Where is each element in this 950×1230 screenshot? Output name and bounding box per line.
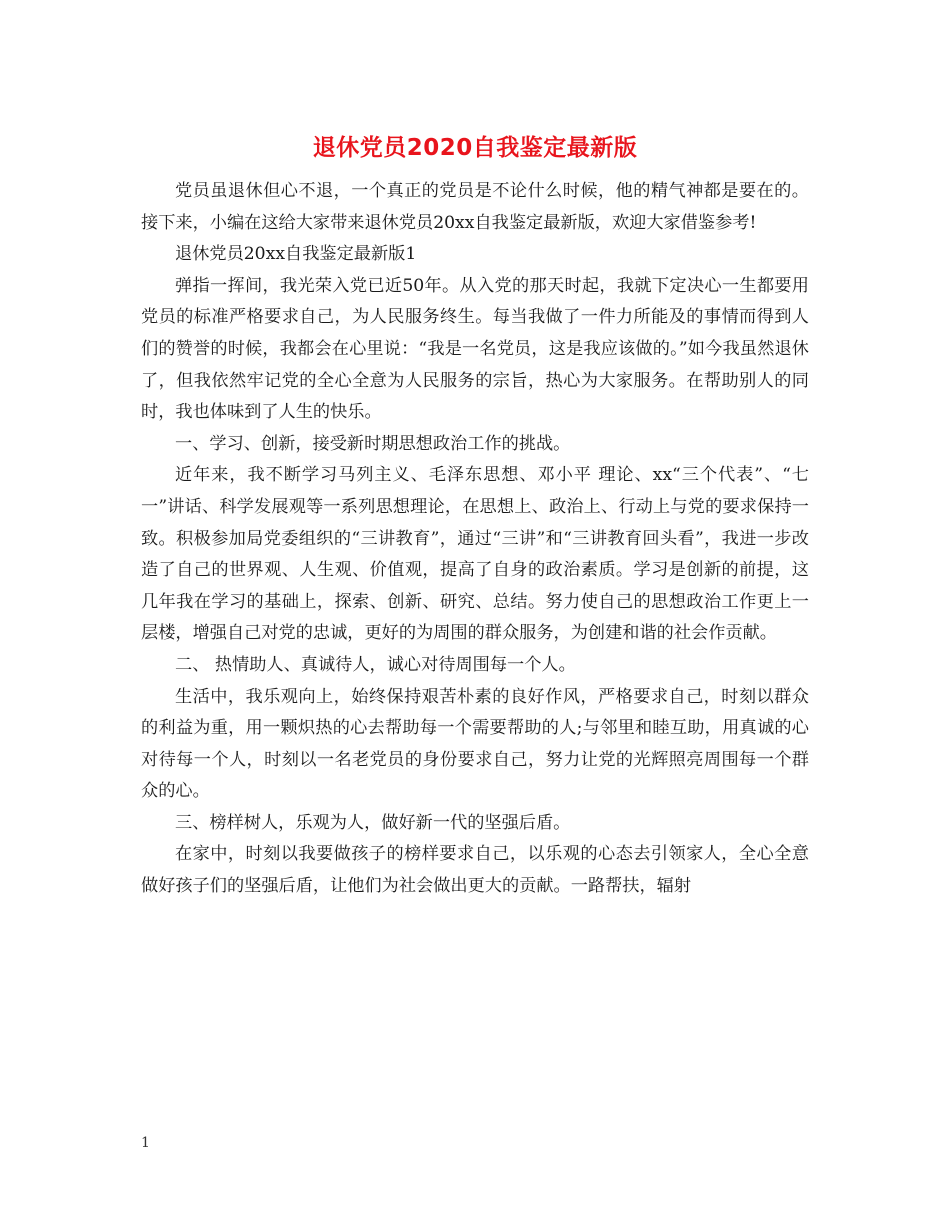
page-number: 1 xyxy=(141,1135,150,1151)
section-heading: 退休党员20xx自我鉴定最新版1 xyxy=(175,244,417,265)
subheading-3: 三、榜样树人，乐观为人，做好新一代的坚强后盾。 xyxy=(175,812,571,833)
body-paragraph: 在家中，时刻以我要做孩子的榜样要求自己，以乐观的心态去引领家人，全心全意做好孩子们的坚强后盾，让他们为社会做出更大的贡献。一路帮扶，辐射 xyxy=(141,844,809,897)
subheading-2: 二、 热情助人、真诚待人，诚心对待周围每一个人。 xyxy=(175,654,576,675)
body-paragraph: 生活中，我乐观向上，始终保持艰苦朴素的良好作风，严格要求自己，时刻以群众的利益为重，用一颗炽热的心去帮助每一个需要帮助的人;与邻里和睦互助，用真诚的心对待每一个人，时刻以一名老党员的身份要求自己，努力让党的光辉照亮周围每一个群众的心。 xyxy=(141,686,809,802)
subheading-1: 一、学习、创新，接受新时期思想政治工作的挑战。 xyxy=(175,433,571,454)
document-body xyxy=(141,176,809,903)
document-title: 退休党员2020自我鉴定最新版 xyxy=(312,135,638,161)
body-paragraph: 近年来，我不断学习马列主义、毛泽东思想、邓小平 理论、xx“三个代表”、“七一”讲话、科学发展观等一系列思想理论，在思想上、政治上、行动上与党的要求保持一致。积极参加局党委组织的“三讲教育”，通过“三讲”和“三讲教育回头看”，我进一步改造了自己的世界观、人生观、价值观，提高了自身的政治素质。学习是创新的前提，这几年我在学习的基础上，探索、创新、研究、总结。努力使自己的思想政治工作更上一层楼，增强自己对党的忠诚，更好的为周围的群众服务，为创建和谐的社会作贡献。 xyxy=(141,465,809,644)
body-paragraph: 弹指一挥间，我光荣入党已近50年。从入党的那天时起，我就下定决心一生都要用党员的标准严格要求自己，为人民服务终生。每当我做了一件力所能及的事情而得到人们的赞誉的时候，我都会在心里说：“我是一名党员，这是我应该做的。”如今我虽然退休了，但我依然牢记党的全心全意为人民服务的宗旨，热心为大家服务。在帮助别人的同时，我也体味到了人生的快乐。 xyxy=(141,275,809,423)
intro-paragraph: 党员虽退休但心不退，一个真正的党员是不论什么时候，他的精气神都是要在的。接下来，小编在这给大家带来退休党员20xx自我鉴定最新版，欢迎大家借鉴参考! xyxy=(141,181,809,233)
